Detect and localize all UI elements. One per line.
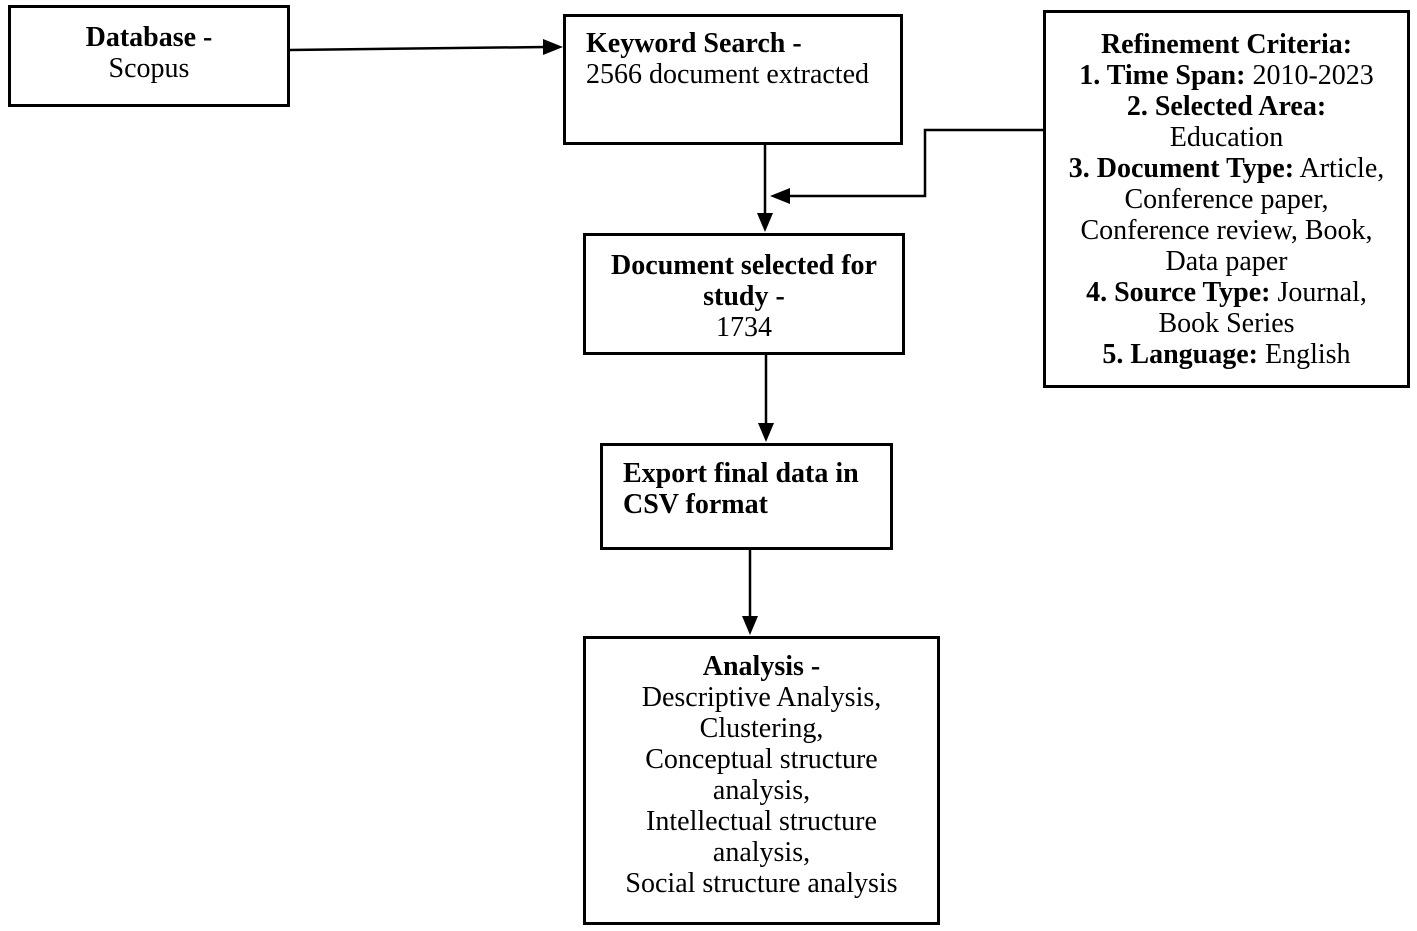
arrow-document-to-export-head bbox=[758, 423, 774, 442]
text-segment: analysis, bbox=[712, 775, 811, 806]
text-segment: Social structure analysis bbox=[625, 868, 898, 899]
text-line bbox=[11, 22, 287, 53]
text-line bbox=[1046, 184, 1407, 215]
text-line bbox=[1046, 215, 1407, 246]
text-segment: Data paper bbox=[1165, 246, 1288, 277]
text-line bbox=[1046, 246, 1407, 277]
text-segment: 2566 document extracted bbox=[586, 59, 870, 90]
text-segment: Scopus bbox=[108, 53, 190, 84]
text-segment: Book Series bbox=[1158, 308, 1295, 339]
text-segment: Education bbox=[1169, 122, 1284, 153]
text-line bbox=[586, 250, 902, 281]
bold-text-segment: study - bbox=[703, 281, 785, 312]
text-line bbox=[1046, 91, 1407, 122]
arrow-database-to-keyword-head bbox=[543, 39, 563, 55]
text-segment: 1734 bbox=[716, 312, 772, 343]
text-segment: Descriptive Analysis, bbox=[641, 682, 882, 713]
text-line bbox=[586, 837, 937, 868]
text-line bbox=[1046, 339, 1407, 370]
arrow-refinement-to-junction-head bbox=[770, 188, 790, 204]
text-line bbox=[1046, 308, 1407, 339]
document-selected-box bbox=[583, 233, 905, 355]
export-csv-box bbox=[600, 443, 893, 550]
text-line bbox=[586, 651, 937, 682]
text-line bbox=[586, 28, 900, 59]
analysis-box bbox=[583, 636, 940, 925]
text-segment: English bbox=[1258, 339, 1351, 370]
refinement-criteria-box bbox=[1043, 10, 1410, 388]
database-box bbox=[8, 5, 290, 107]
bold-text-segment: 1. Time Span: bbox=[1079, 60, 1246, 91]
text-segment: Intellectual structure bbox=[646, 806, 877, 837]
bold-text-segment: 5. Language: bbox=[1102, 339, 1258, 370]
text-segment: Article, bbox=[1294, 153, 1385, 184]
text-line bbox=[586, 59, 900, 90]
text-line bbox=[586, 312, 902, 343]
bold-text-segment: CSV format bbox=[623, 489, 768, 520]
text-line bbox=[586, 682, 937, 713]
bold-text-segment: 3. Document Type: bbox=[1068, 153, 1295, 184]
bold-text-segment: Export final data in bbox=[623, 458, 859, 489]
text-line bbox=[586, 775, 937, 806]
bold-text-segment: Keyword Search - bbox=[586, 28, 802, 59]
bold-text-segment: Refinement Criteria: bbox=[1100, 29, 1353, 60]
text-line bbox=[1046, 60, 1407, 91]
text-line bbox=[586, 806, 937, 837]
text-segment: Clustering, bbox=[699, 713, 824, 744]
arrow-export-to-analysis-head bbox=[742, 616, 758, 635]
text-line bbox=[586, 281, 902, 312]
keyword-search-box bbox=[563, 14, 903, 145]
bold-text-segment: Database - bbox=[85, 22, 213, 53]
text-segment: Conference paper, bbox=[1124, 184, 1329, 215]
text-line bbox=[1046, 122, 1407, 153]
text-line bbox=[623, 489, 890, 520]
text-line bbox=[586, 713, 937, 744]
bold-text-segment: Document selected for bbox=[611, 250, 877, 281]
text-line bbox=[1046, 29, 1407, 60]
arrow-keyword-to-document-head bbox=[757, 213, 773, 232]
text-line bbox=[586, 744, 937, 775]
text-line bbox=[623, 458, 890, 489]
text-line bbox=[1046, 153, 1407, 184]
bold-text-segment: Analysis - bbox=[702, 651, 821, 682]
text-line bbox=[1046, 277, 1407, 308]
text-line bbox=[11, 53, 287, 84]
text-segment: analysis, bbox=[712, 837, 811, 868]
text-line bbox=[586, 868, 937, 899]
text-segment: Journal, bbox=[1270, 277, 1367, 308]
arrow-database-to-keyword-line bbox=[289, 47, 546, 50]
text-segment: Conceptual structure bbox=[645, 744, 878, 775]
bold-text-segment: 2. Selected Area: bbox=[1126, 91, 1327, 122]
bold-text-segment: 4. Source Type: bbox=[1086, 277, 1271, 308]
text-segment: 2010-2023 bbox=[1245, 60, 1374, 91]
text-segment: Conference review, Book, bbox=[1080, 215, 1373, 246]
